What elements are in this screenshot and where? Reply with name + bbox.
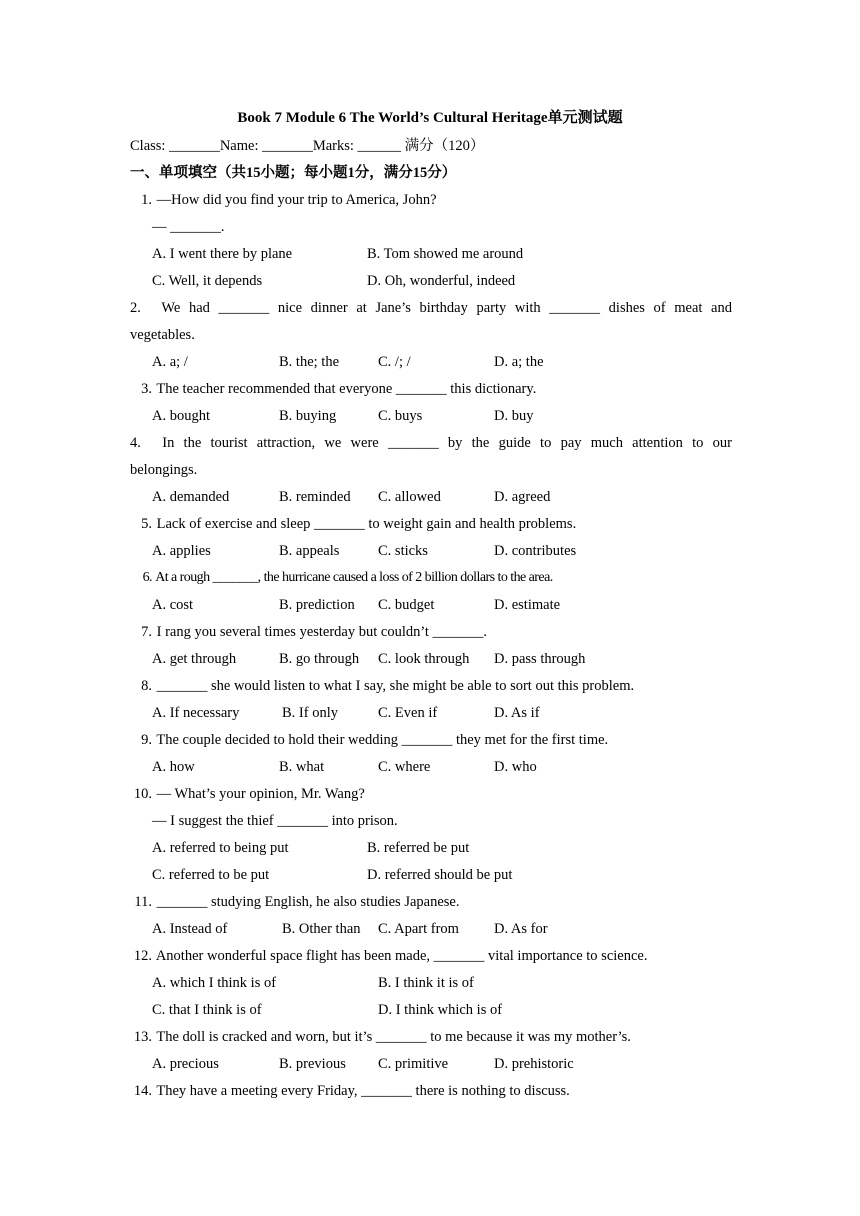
question-14-stem: 14. They have a meeting every Friday, _______ there is nothing to discuss. xyxy=(133,1083,570,1099)
option-b: B. prediction xyxy=(279,597,355,613)
option-c: C. Well, it depends xyxy=(152,273,263,289)
option-d: D. who xyxy=(494,759,537,775)
question-8-stem: 8. _______ she would listen to what I say, she might be able to sort out this problem. xyxy=(141,678,635,694)
option-c: C. allowed xyxy=(378,489,441,505)
option-b: B. referred be put xyxy=(367,840,470,856)
page-title: Book 7 Module 6 The World’s Cultural Heritage单元测试题 xyxy=(237,110,623,126)
question-5-stem: 5. Lack of exercise and sleep _______ to weight gain and health problems. xyxy=(141,516,577,532)
option-a: A. a; / xyxy=(152,354,188,370)
option-d: D. a; the xyxy=(494,354,544,370)
question-3-stem: 3. The teacher recommended that everyone _______ this dictionary. xyxy=(141,381,537,397)
option-b: B. If only xyxy=(282,705,338,721)
option-d: D. buy xyxy=(494,408,534,424)
option-c: C. look through xyxy=(378,651,470,667)
question-12-stem: 12. Another wonderful space flight has been made, _______ vital importance to science. xyxy=(133,948,648,964)
question-2-stem-continued: vegetables. xyxy=(130,327,195,343)
question-11-stem: 11. _______ studying English, he also studies Japanese. xyxy=(134,894,460,910)
option-c: C. budget xyxy=(378,597,435,613)
option-c: C. primitive xyxy=(378,1056,449,1072)
option-a: A. cost xyxy=(152,597,194,613)
option-a: A. get through xyxy=(152,651,237,667)
option-a: A. precious xyxy=(152,1056,219,1072)
option-b: B. Other than xyxy=(282,921,361,937)
option-d: D. As for xyxy=(494,921,548,937)
question-2-stem: 2. We had _______ nice dinner at Jane’s birthday party with _______ dishes of meat and xyxy=(130,300,732,316)
option-b: B. I think it is of xyxy=(378,975,474,991)
option-b: B. buying xyxy=(279,408,337,424)
option-a: A. which I think is of xyxy=(152,975,277,991)
option-c: C. Even if xyxy=(378,705,438,721)
option-d: D. contributes xyxy=(494,543,577,559)
option-b: B. reminded xyxy=(279,489,351,505)
question-6-stem: 6. At a rough _______, the hurricane caused a loss of 2 billion dollars to the area. xyxy=(142,570,553,585)
option-a: A. referred to being put xyxy=(152,840,289,856)
option-b: B. previous xyxy=(279,1056,346,1072)
option-a: A. bought xyxy=(152,408,210,424)
option-d: D. pass through xyxy=(494,651,586,667)
option-d: D. Oh, wonderful, indeed xyxy=(367,273,516,289)
option-a: A. If necessary xyxy=(152,705,240,721)
question-7-stem: 7. I rang you several times yesterday but couldn’t _______. xyxy=(141,624,487,640)
option-c: C. buys xyxy=(378,408,423,424)
option-c: C. /; / xyxy=(378,354,411,370)
question-10-stem: 10. — What’s your opinion, Mr. Wang? xyxy=(133,786,365,802)
option-d: D. prehistoric xyxy=(494,1056,574,1072)
option-b: B. the; the xyxy=(279,354,340,370)
question-9-stem: 9. The couple decided to hold their wedding _______ they met for the first time. xyxy=(141,732,609,748)
option-a: A. how xyxy=(152,759,195,775)
option-c: C. Apart from xyxy=(378,921,459,937)
question-4-stem: 4. In the tourist attraction, we were _______ by the guide to pay much attention to our xyxy=(130,435,732,451)
section-heading: 一、单项填空（共15小题；每小题1分，满分15分） xyxy=(130,165,457,181)
option-c: C. sticks xyxy=(378,543,428,559)
student-info-line: Class: _______Name: _______Marks: ______ 满分（120） xyxy=(130,138,485,154)
option-b: B. go through xyxy=(279,651,360,667)
option-b: B. appeals xyxy=(279,543,340,559)
option-a: A. applies xyxy=(152,543,211,559)
option-c: C. where xyxy=(378,759,431,775)
option-d: D. As if xyxy=(494,705,540,721)
option-d: D. referred should be put xyxy=(367,867,513,883)
option-b: B. Tom showed me around xyxy=(367,246,524,262)
question-1-stem: 1. —How did you find your trip to America, John? xyxy=(141,192,437,208)
option-c: C. that I think is of xyxy=(152,1002,262,1018)
question-10-reply: — I suggest the thief _______ into prison. xyxy=(152,813,398,829)
option-a: A. demanded xyxy=(152,489,230,505)
option-d: D. I think which is of xyxy=(378,1002,503,1018)
question-13-stem: 13. The doll is cracked and worn, but it’s _______ to me because it was my mother’s. xyxy=(133,1029,631,1045)
option-d: D. estimate xyxy=(494,597,561,613)
option-d: D. agreed xyxy=(494,489,551,505)
option-a: A. Instead of xyxy=(152,921,228,937)
question-1-reply: — _______. xyxy=(152,219,225,235)
option-a: A. I went there by plane xyxy=(152,246,293,262)
option-c: C. referred to be put xyxy=(152,867,270,883)
question-4-stem-continued: belongings. xyxy=(130,462,198,478)
option-b: B. what xyxy=(279,759,325,775)
